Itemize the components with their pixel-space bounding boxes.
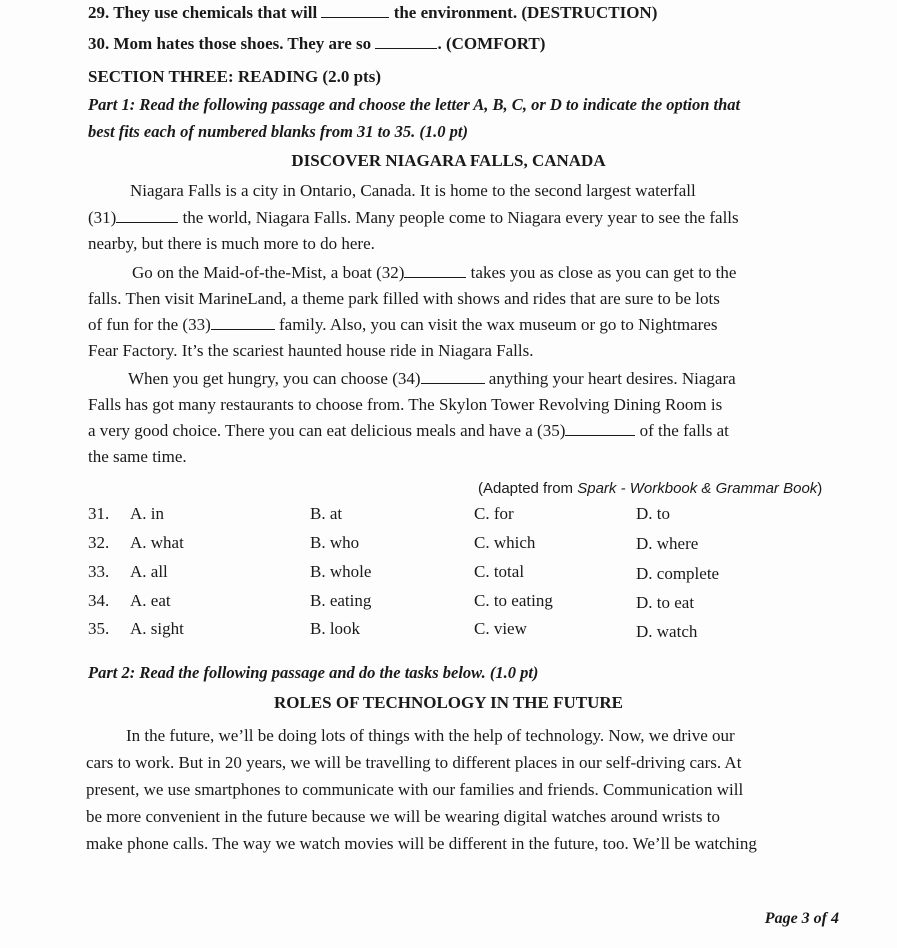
part2-line1: In the future, we’ll be doing lots of things with the help of technology. Now, we drive our [126, 726, 735, 745]
question-30 [88, 33, 545, 55]
q31-option-a[interactable]: A. in [130, 504, 164, 523]
blank-31-label: (31) [88, 208, 117, 227]
section-heading: SECTION THREE: READING (2.0 pts) [88, 67, 381, 86]
blank-33[interactable] [211, 315, 275, 330]
q34-option-c[interactable]: C. to eating [474, 591, 553, 610]
blank-30[interactable] [375, 34, 437, 49]
q35-option-c[interactable]: C. view [474, 619, 527, 638]
page-number: Page 3 of 4 [764, 910, 839, 927]
part2-title: ROLES OF TECHNOLOGY IN THE FUTURE [273, 693, 624, 712]
p3-line1-a: When you get hungry, you can choose (34) [128, 369, 421, 388]
passage-source [478, 478, 822, 500]
part2-line5: make phone calls. The way we watch movies will be different in the future, too. We’ll be watching [86, 834, 757, 853]
q35-option-d[interactable]: D. watch [636, 622, 698, 641]
part2-line2: cars to work. But in 20 years, we will be travelling to different places in our self-driving cars. At [86, 753, 742, 772]
p2-line3 [88, 314, 717, 336]
p2-line2: falls. Then visit MarineLand, a theme park filled with shows and rides that are sure to be lots [88, 289, 720, 308]
part2-line4: be more convenient in the future because we will be wearing digital watches around wrists to [86, 807, 720, 826]
part1-instruction-line1: Part 1: Read the following passage and choose the letter A, B, C, or D to indicate the option that [88, 95, 741, 114]
q33-number: 33. [88, 562, 110, 581]
q32-option-d[interactable]: D. where [636, 534, 699, 553]
p1-line2-text: the world, Niagara Falls. Many people come to Niagara every year to see the falls [178, 208, 739, 227]
p2-line1 [132, 262, 736, 284]
p3-line4: the same time. [88, 447, 187, 466]
blank-34[interactable] [421, 369, 485, 384]
blank-32[interactable] [404, 263, 466, 278]
p2-line1-b: takes you as close as you can get to the [466, 263, 737, 282]
q31-option-d[interactable]: D. to [636, 504, 670, 523]
source-prefix: (Adapted from [478, 480, 578, 497]
passage-title: DISCOVER NIAGARA FALLS, CANADA [291, 151, 606, 170]
q31-option-c[interactable]: C. for [474, 504, 514, 523]
source-book-title: Spark - Workbook & Grammar Book [577, 480, 818, 497]
q33-option-c[interactable]: C. total [474, 562, 525, 581]
q32-option-c[interactable]: C. which [474, 533, 536, 552]
question-29 [88, 2, 657, 24]
q32-option-a[interactable]: A. what [130, 533, 184, 552]
q29-text: 29. They use chemicals that will [88, 3, 322, 22]
q33-option-d[interactable]: D. complete [636, 564, 720, 583]
q34-number: 34. [88, 591, 110, 610]
p2-line3-a: of fun for the (33) [88, 315, 211, 334]
q35-option-b[interactable]: B. look [310, 619, 361, 638]
blank-35[interactable] [565, 421, 635, 436]
q34-option-d[interactable]: D. to eat [636, 593, 695, 612]
p1-line1: Niagara Falls is a city in Ontario, Canada. It is home to the second largest waterfall [130, 181, 696, 200]
source-suffix: ) [817, 480, 823, 497]
q35-option-a[interactable]: A. sight [130, 619, 184, 638]
p2-line4: Fear Factory. It’s the scariest haunted house ride in Niagara Falls. [88, 341, 534, 360]
part2-instruction: Part 2: Read the following passage and do the tasks below. (1.0 pt) [88, 663, 539, 682]
p3-line3-b: of the falls at [635, 421, 729, 440]
p3-line1 [128, 368, 736, 390]
part2-line3: present, we use smartphones to communicate with our families and friends. Communication will [86, 780, 744, 799]
q34-option-a[interactable]: A. eat [130, 591, 171, 610]
p2-line3-b: family. Also, you can visit the wax museum or go to Nightmares [274, 315, 718, 334]
blank-31[interactable] [116, 208, 178, 223]
q32-number: 32. [88, 533, 110, 552]
p3-line3 [88, 420, 729, 442]
q33-option-b[interactable]: B. whole [310, 562, 372, 581]
p1-line3: nearby, but there is much more to do here. [88, 234, 375, 253]
p3-line3-a: a very good choice. There you can eat delicious meals and have a (35) [88, 421, 566, 440]
p3-line1-b: anything your heart desires. Niagara [484, 369, 736, 388]
q31-option-b[interactable]: B. at [310, 504, 343, 523]
q33-option-a[interactable]: A. all [130, 562, 168, 581]
q34-option-b[interactable]: B. eating [310, 591, 372, 610]
q30-text: 30. Mom hates those shoes. They are so [88, 34, 376, 53]
p2-line1-a: Go on the Maid-of-the-Mist, a boat (32) [132, 263, 405, 282]
q31-number: 31. [88, 504, 110, 523]
q29-text-after: the environment. (DESTRUCTION) [389, 3, 658, 22]
p3-line2: Falls has got many restaurants to choose from. The Skylon Tower Revolving Dining Room is [88, 395, 723, 414]
q30-text-after: . (COMFORT) [437, 34, 546, 53]
p1-line2 [88, 207, 739, 229]
part1-instruction-line2: best fits each of numbered blanks from 31 to 35. (1.0 pt) [88, 122, 468, 141]
q32-option-b[interactable]: B. who [310, 533, 360, 552]
q35-number: 35. [88, 619, 110, 638]
blank-29[interactable] [321, 3, 389, 18]
